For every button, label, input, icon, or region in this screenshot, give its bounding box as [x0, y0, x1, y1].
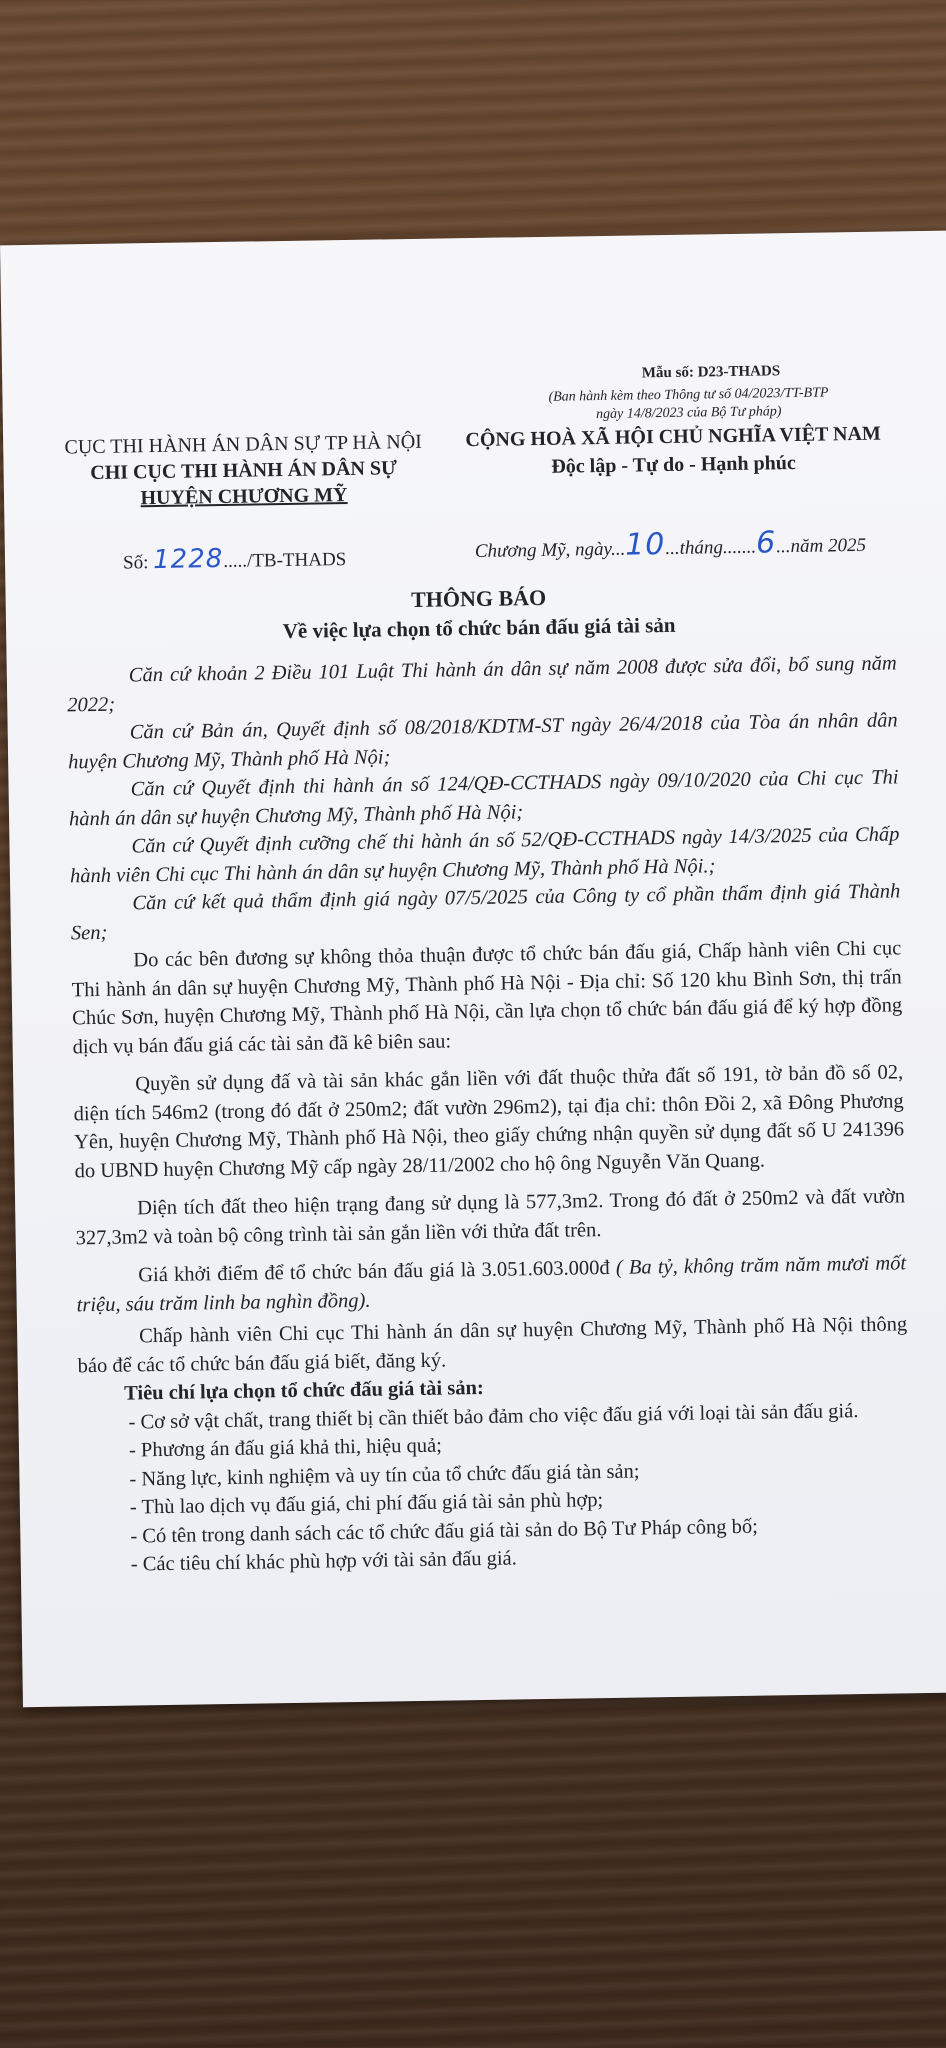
form-note-line-2: ngày 14/8/2023 của Bộ Tư pháp)	[595, 404, 782, 423]
notice-subtitle: Về việc lựa chọn tổ chức bán đấu giá tài sản	[282, 612, 676, 644]
starting-price-amount: Giá khởi điểm để tổ chức bán đấu giá là 3.051.603.000đ	[138, 1256, 617, 1287]
doc-number-handwritten: 1228	[152, 543, 224, 576]
date-day-handwritten: 10	[624, 527, 666, 563]
area-paragraph: Diện tích đất theo hiện trạng đang sử dụng là 577,3m2. Trong đó đất ở 250m2 và đất vườn 327,3m2 và toàn bộ công trình tài sản gắn liền với thửa đất trên.	[75, 1185, 906, 1249]
criteria-item-6: - Các tiêu chí khác phù hợp với tài sản đấu giá.	[130, 1547, 517, 1576]
legal-basis-3: Căn cứ Quyết định thi hành án số 124/QĐ-CCTHADS ngày 09/10/2020 của Chi cục Thi hành án dân sự huyện Chương Mỹ, Thành phố Hà Nội;	[68, 766, 899, 830]
criteria-item-4: - Thù lao dịch vụ đấu giá, chi phí đấu giá tài sản phù hợp;	[129, 1489, 604, 1519]
date-prefix: Chương Mỹ, ngày...	[474, 538, 626, 563]
criteria-item-5: - Có tên trong danh sách các tổ chức đấu giá tài sản do Bộ Tư Pháp công bố;	[130, 1515, 759, 1548]
form-note	[548, 384, 829, 424]
agency-line-3: HUYỆN CHƯƠNG MỸ	[140, 484, 348, 510]
asset-description: Quyền sử dụng đấ và tài sản khác gắn liền với đất thuộc thửa đất số 191, tờ bản đồ số 02, diện tích 546m2 (trong đó đất ở 250m2; đất vườn 296m2), tại địa chỉ: thôn Đồi 2, xã Đông Phương Yên, huyện Chương Mỹ, Thành phố Hà Nội, theo giấy chứng nhận quyền sử dụng đất số U 241396 do UBND huyện Chương Mỹ cấp ngày 28/11/2002 cho hộ ông Nguyễn Văn Quang.	[73, 1061, 905, 1182]
national-header	[443, 419, 904, 482]
date-mid: ...tháng.......	[665, 536, 757, 560]
legal-basis-1: Căn cứ khoản 2 Điều 101 Luật Thi hành án dân sự năm 2008 được sửa đổi, bổ sung năm 2022;	[67, 652, 897, 716]
notice-body	[67, 649, 911, 1579]
legal-basis-2: Căn cứ Bản án, Quyết định số 08/2018/KDTM-ST ngày 26/4/2018 của Tòa án nhân dân huyện Chương Mỹ, Thành phố Hà Nội;	[68, 709, 898, 773]
starting-price-words: ( Ba tỷ, không trăm năm mươi mốt triệu, sáu trăm linh ba nghìn đồng).	[76, 1252, 907, 1316]
criteria-item-1: - Cơ sở vật chất, trang thiết bị cần thiết bảo đảm cho việc đấu giá với loại tài sản đấu giá.	[128, 1399, 859, 1434]
criteria-item-3: - Năng lực, kinh nghiệm và uy tín của tổ chức đấu giá tàn sản;	[129, 1460, 640, 1491]
agency-line-1: CỤC THI HÀNH ÁN DÂN SỰ TP HÀ NỘI	[64, 430, 423, 459]
date-suffix: ...năm 2025	[776, 534, 867, 558]
doc-number-suffix: ...../TB-THADS	[223, 549, 347, 572]
criteria-item-2: - Phương án đấu giá khả thi, hiệu quả;	[128, 1434, 443, 1462]
date-month-handwritten: 6	[755, 525, 777, 561]
legal-basis-5: Căn cứ kết quả thẩm định giá ngày 07/5/2025 của Công ty cổ phần thẩm định giá Thành Sen;	[70, 880, 901, 944]
national-motto: Độc lập - Tự do - Hạnh phúc	[551, 451, 796, 478]
announcement-paragraph: Chấp hành viên Chi cục Thi hành án dân sự huyện Chương Mỹ, Thành phố Hà Nội thông báo để các tổ chức bán đấu giá biết, đăng ký.	[77, 1313, 908, 1377]
nation-name: CỘNG HOÀ XÃ HỘI CHỦ NGHĨA VIỆT NAM	[465, 422, 881, 452]
notice-title: THÔNG BÁO	[410, 584, 547, 613]
agency-line-2: CHI CỤC THI HÀNH ÁN DÂN SỰ	[90, 457, 398, 485]
form-note-line-1: (Ban hành kèm theo Thông tư số 04/2023/TT-BTP	[548, 385, 829, 405]
document-paper	[0, 231, 946, 1708]
issuing-agency	[43, 428, 444, 512]
criteria-heading: Tiêu chí lựa chọn tổ chức đấu giá tài sản:	[123, 1376, 484, 1405]
intro-paragraph: Do các bên đương sự không thỏa thuận được tổ chức bán đấu giá, Chấp hành viên Chi cục Thi hành án dân sự huyện Chương Mỹ, Thành phố Hà Nội - Địa chỉ: Số 120 khu Bình Sơn, thị trấn Chúc Sơn, huyện Chương Mỹ, Thành phố Hà Nội, cần lựa chọn tổ chức bán đấu giá để ký hợp đồng dịch vụ bán đấu giá các tài sản đã kê biên sau:	[71, 937, 903, 1058]
starting-price	[76, 1249, 907, 1319]
doc-number-prefix: Số:	[122, 552, 154, 574]
form-code: Mẫu số: D23-THADS	[641, 363, 781, 382]
document-number	[123, 542, 347, 576]
legal-basis-4: Căn cứ Quyết định cưỡng chế thi hành án số 52/QĐ-CCTHADS ngày 14/3/2025 của Chấp hành viên Chi cục Thi hành án dân sự huyện Chương Mỹ, Thành phố Hà Nội.;	[69, 823, 900, 887]
document-date	[475, 524, 867, 565]
